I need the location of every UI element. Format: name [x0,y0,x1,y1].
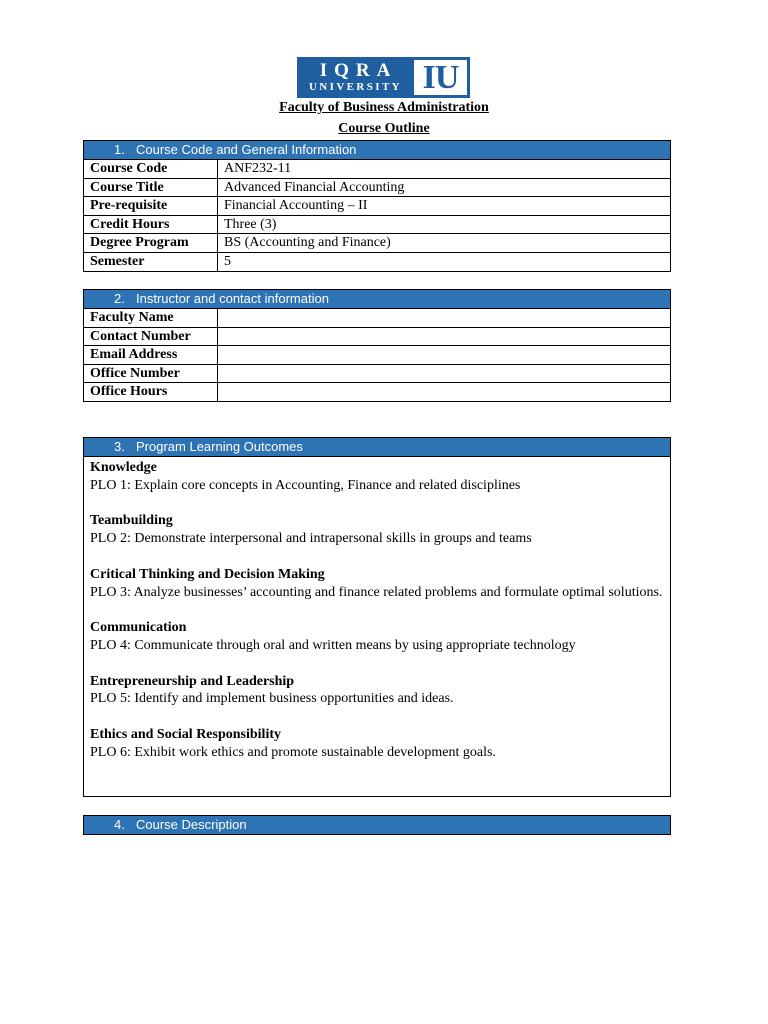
instructor-info-table [84,309,670,401]
row-label: Contact Number [84,327,218,346]
table-row [84,178,670,197]
row-label: Pre-requisite [84,197,218,216]
row-label: Faculty Name [84,309,218,327]
row-label: Semester [84,252,218,270]
plo-title: Entrepreneurship and Leadership [90,673,295,689]
plo-text: PLO 6: Exhibit work ethics and promote sustainable development goals. [90,744,496,760]
logo-mark [414,60,467,95]
section-number: 3. [114,439,125,454]
row-value [218,364,671,383]
section-header [84,438,670,457]
section-instructor-info [83,289,671,402]
faculty-title: Faculty of Business Administration [279,100,489,115]
row-value: Three (3) [218,215,671,234]
row-label: Course Code [84,160,218,178]
logo-line2: UNIVERSITY [308,81,403,93]
section-general-info [83,140,671,272]
row-value: Advanced Financial Accounting [218,178,671,197]
plo-title: Ethics and Social Responsibility [90,726,281,742]
table-row [84,327,670,346]
plo-title: Teambuilding [90,513,173,529]
logo-line1: IQRA [319,60,398,81]
list-item [90,512,664,548]
logo-wordmark [297,57,414,98]
row-value [218,346,671,365]
table-row [84,215,670,234]
section-header [84,816,670,834]
table-row [84,383,670,401]
table-row [84,309,670,327]
general-info-table [84,160,670,271]
row-value: ANF232-11 [224,161,292,176]
iqra-university-logo [297,57,470,98]
section-title: Program Learning Outcomes [136,439,303,454]
row-label: Office Number [84,364,218,383]
row-label: Office Hours [84,383,218,401]
plo-list [84,457,670,762]
table-row [84,160,670,178]
list-item [90,726,664,762]
plo-text: PLO 2: Demonstrate interpersonal and intrapersonal skills in groups and teams [90,531,532,547]
row-value [218,327,671,346]
list-item [90,459,664,495]
outline-title: Course Outline [338,121,430,136]
section-number: 1. [114,142,125,157]
list-item [90,619,664,655]
row-value: 5 [218,252,671,270]
plo-title: Knowledge [90,460,157,475]
table-row [84,346,670,365]
row-label: Credit Hours [84,215,218,234]
list-item [90,673,664,709]
section-number: 2. [114,291,125,306]
plo-text: PLO 5: Identify and implement business opportunities and ideas. [90,691,454,707]
plo-text: PLO 4: Communicate through oral and written means by using appropriate technology [90,637,576,653]
plo-text: PLO 3: Analyze businesses’ accounting and finance related problems and formulate optimal solutions. [90,584,663,600]
plo-title: Communication [90,620,187,636]
section-title: Instructor and contact information [136,291,329,306]
row-value: BS (Accounting and Finance) [218,234,671,253]
section-title: Course Code and General Information [136,142,357,157]
list-item [90,566,664,602]
section-course-description [83,815,671,835]
table-row [84,197,670,216]
section-header [84,290,670,309]
section-header [84,141,670,160]
table-row [84,252,670,270]
row-value [218,383,671,401]
plo-text: PLO 1: Explain core concepts in Accounting, Finance and related disciplines [90,477,521,493]
row-value [218,309,671,327]
section-number: 4. [114,817,125,832]
row-label: Degree Program [84,234,218,253]
logo-mark-text: IU [422,58,459,96]
table-row [84,234,670,253]
table-row [84,364,670,383]
row-label: Course Title [84,178,218,197]
row-value: Financial Accounting – II [218,197,671,216]
plo-title: Critical Thinking and Decision Making [90,566,325,582]
row-label: Email Address [84,346,218,365]
section-program-learning-outcomes [83,437,671,797]
section-title: Course Description [136,817,247,832]
